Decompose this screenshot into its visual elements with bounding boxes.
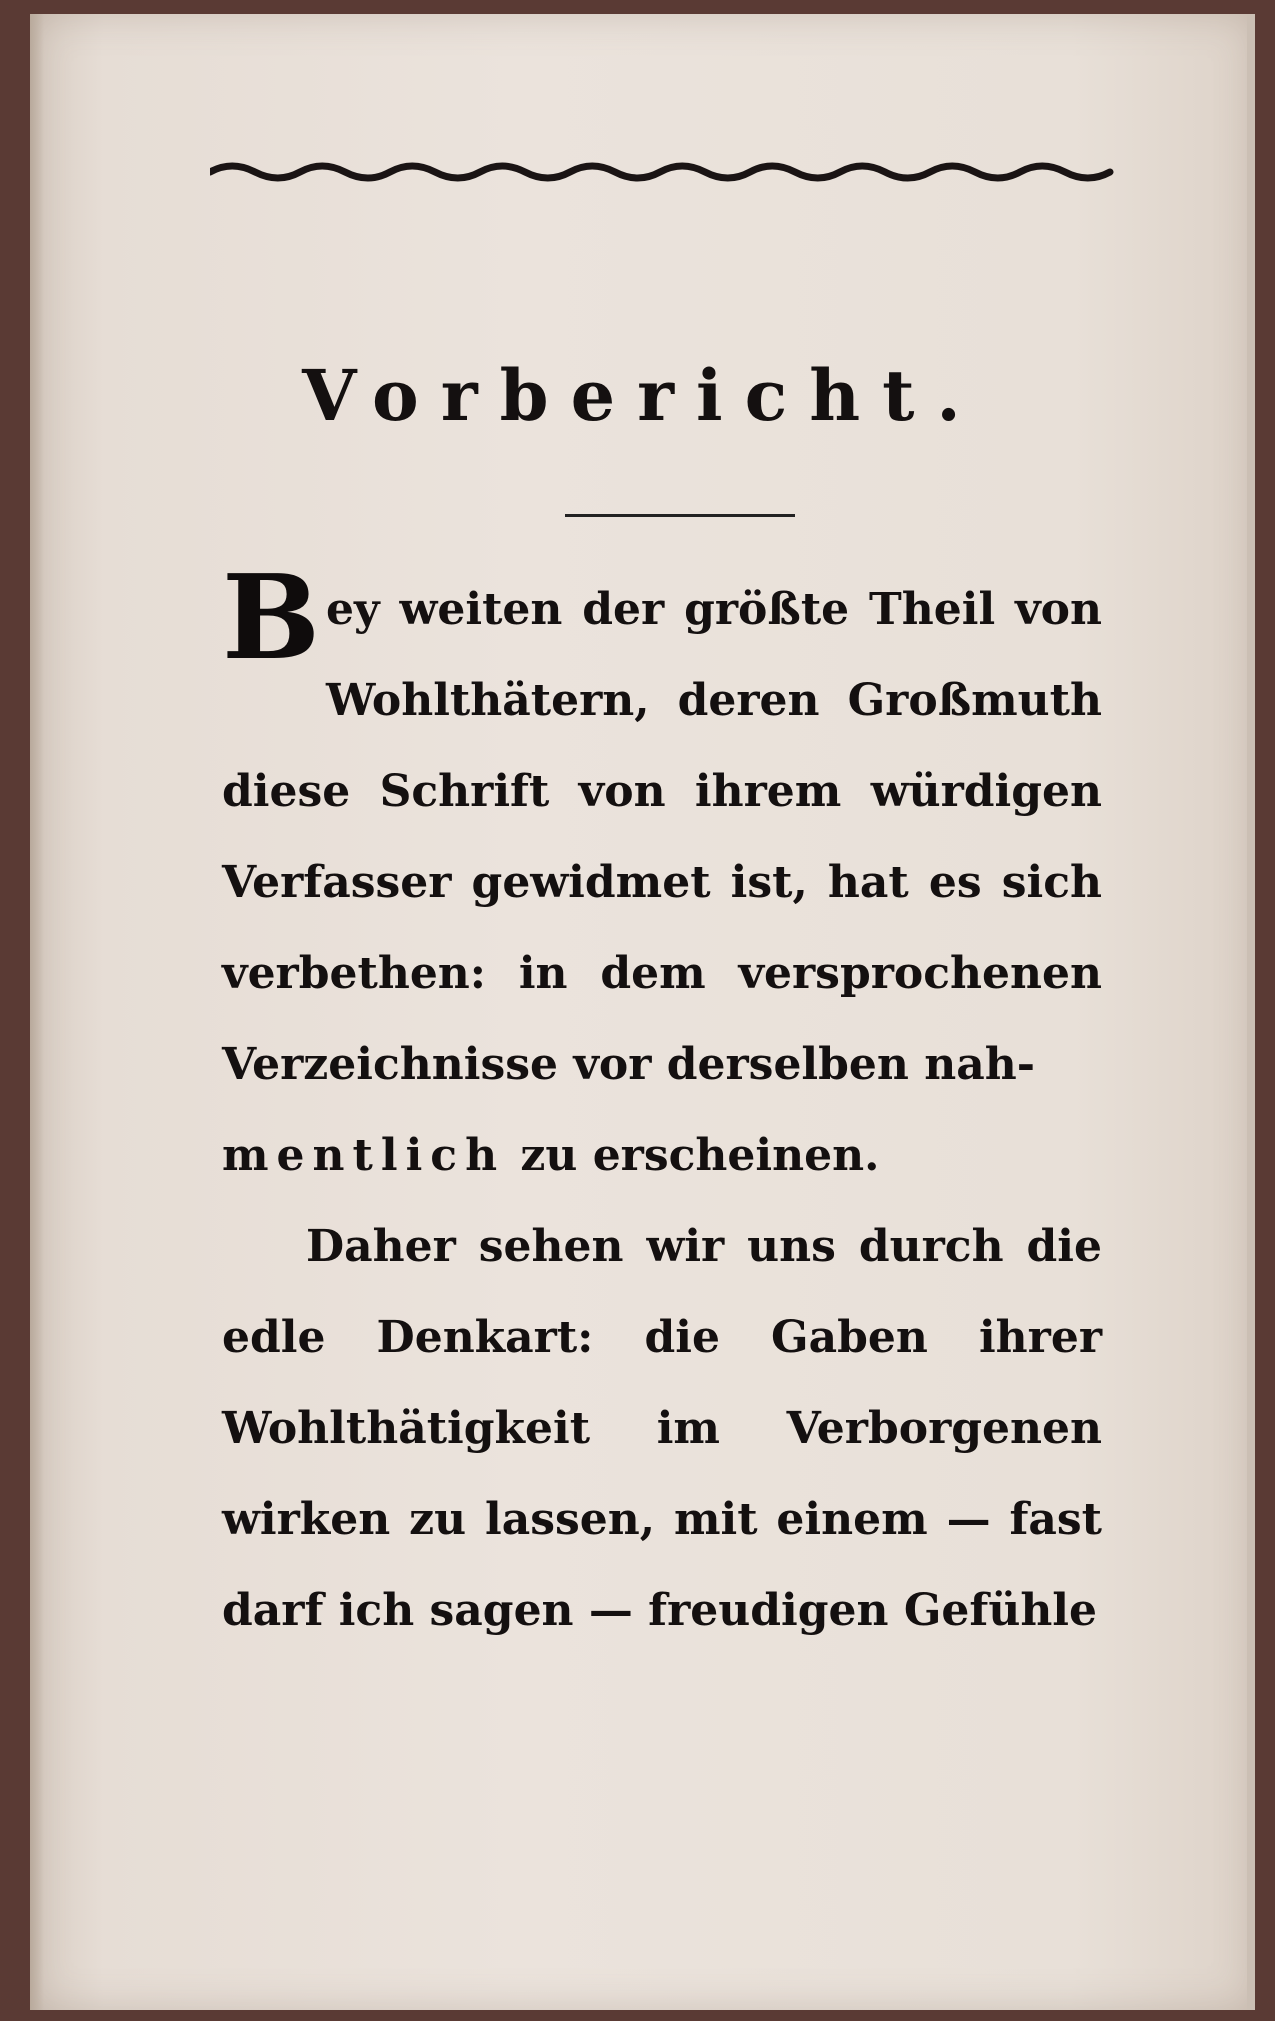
emphasis-word: mentlich [222,1130,506,1181]
page-title: Vorbericht. [302,354,983,437]
paragraph-1-end: zu erscheinen. [505,1130,880,1181]
paragraph-1 [222,550,1102,1201]
drop-cap: B [222,550,321,686]
page-edge [1247,14,1255,2010]
paragraph-2: Daher sehen wir uns durch die edle Denkart: die Gaben ihrer Wohlthätigkeit im Verborgenen wirken zu lassen, mit einem — fast darf ich sagen — freudigen Gefühle [222,1221,1102,1636]
book-page [30,14,1255,2010]
body-text [222,550,1102,1656]
paragraph-1-text: ey weiten der größte Theil von Wohlthätern, deren Großmuth diese Schrift von ihrem würdigen Verfasser gewidmet ist, hat es sich verbethen: in dem versprochenen Verzeichnisse vor derselben nah- [222,584,1102,1090]
title-underline [565,514,795,517]
wavy-rule-ornament [210,152,1125,192]
